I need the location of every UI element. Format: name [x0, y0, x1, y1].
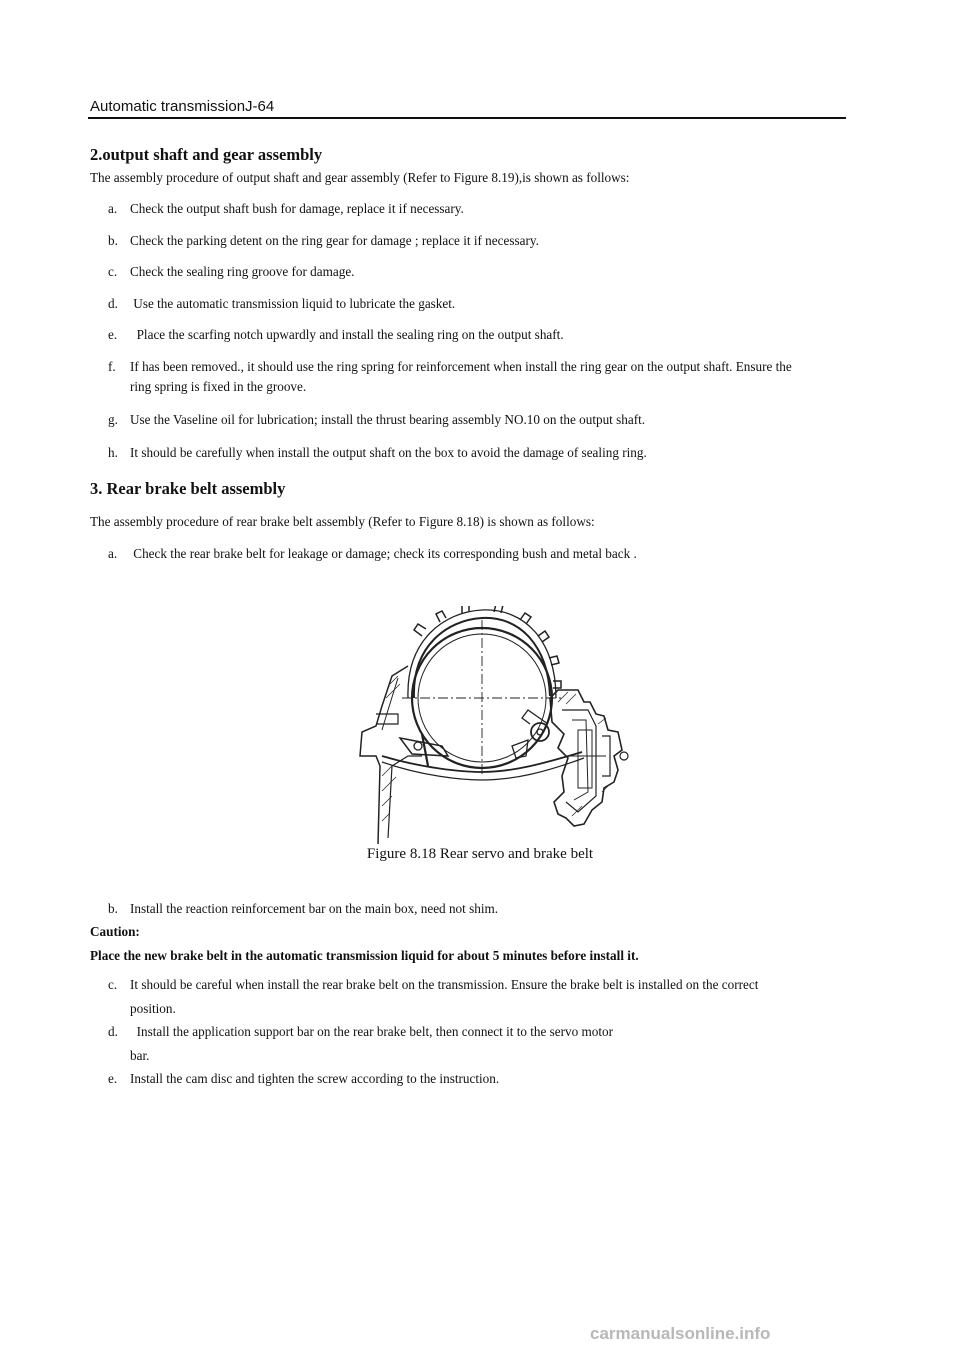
list-item-label: d.	[108, 1024, 118, 1039]
list-item-text: Place the scarfing notch upwardly and install the sealing ring on the output shaft.	[130, 327, 564, 342]
list-item	[108, 899, 853, 919]
section-intro-output-shaft: The assembly procedure of output shaft and gear assembly (Refer to Figure 8.19),is shown as follows:	[90, 170, 630, 185]
list-item-label: e.	[108, 1071, 118, 1086]
caution-label: Caution:	[90, 924, 140, 939]
caution-text: Place the new brake belt in the automatic transmission liquid for about 5 minutes before install it.	[90, 948, 639, 963]
list-item-label: c.	[108, 977, 118, 992]
watermark: carmanualsonline.info	[590, 1324, 771, 1343]
section-intro-rear-brake: The assembly procedure of rear brake belt assembly (Refer to Figure 8.18) is shown as follows:	[90, 514, 595, 529]
header-rule	[88, 117, 846, 119]
list-item-text: It should be careful when install the rear brake belt on the transmission. Ensure the brake belt is installed on the correct	[130, 977, 759, 992]
list-item	[108, 1020, 853, 1068]
list-item-text: If has been removed., it should use the ring spring for reinforcement when install the ring gear on the output shaft. Ensure the	[130, 359, 792, 374]
list-item-text: Install the application support bar on the rear brake belt, then connect it to the servo motor	[130, 1024, 614, 1039]
list-item-continuation: bar.	[130, 1048, 150, 1063]
list-item-label: b.	[108, 233, 118, 248]
list-item	[108, 262, 853, 282]
list-item	[108, 443, 853, 463]
list-item-continuation: position.	[130, 1001, 176, 1016]
list-item-label: f.	[108, 359, 116, 374]
list-item-text: It should be carefully when install the output shaft on the box to avoid the damage of sealing ring.	[130, 445, 647, 460]
list-item-continuation: ring spring is fixed in the groove.	[130, 379, 307, 394]
list-item-text: Check the parking detent on the ring gear for damage ; replace it if necessary.	[130, 233, 539, 248]
list-item-label: a.	[108, 201, 118, 216]
list-item	[108, 544, 853, 564]
list-item	[108, 199, 853, 219]
list-item-text: Use the automatic transmission liquid to lubricate the gasket.	[130, 296, 456, 311]
list-item	[108, 325, 853, 345]
list-item	[108, 294, 853, 314]
list-item-text: Check the sealing ring groove for damage.	[130, 264, 355, 279]
list-item	[108, 357, 853, 397]
list-item-label: g.	[108, 412, 118, 427]
list-item-text: Check the output shaft bush for damage, replace it if necessary.	[130, 201, 464, 216]
list-item-label: a.	[108, 546, 118, 561]
list-item-label: d.	[108, 296, 118, 311]
list-item-text: Use the Vaseline oil for lubrication; install the thrust bearing assembly NO.10 on the output shaft.	[130, 412, 646, 427]
list-item-text: Install the reaction reinforcement bar on the main box, need not shim.	[130, 901, 499, 916]
list-item	[108, 973, 853, 1021]
list-item-label: c.	[108, 264, 118, 279]
figure-caption: Figure 8.18 Rear servo and brake belt	[366, 846, 594, 862]
list-item-label: e.	[108, 327, 118, 342]
list-item-label: b.	[108, 901, 118, 916]
list-item	[108, 1069, 853, 1089]
list-item	[108, 231, 853, 251]
list-item-label: h.	[108, 445, 118, 460]
section-heading-rear-brake: 3. Rear brake belt assembly	[90, 479, 286, 498]
list-item	[108, 410, 853, 430]
section-heading-output-shaft: 2.output shaft and gear assembly	[90, 145, 323, 164]
page-header-title: Automatic transmissionJ-64	[90, 98, 275, 115]
rear-servo-brake-belt-diagram	[352, 606, 637, 854]
list-item-text: Check the rear brake belt for leakage or damage; check its corresponding bush and metal back .	[130, 546, 637, 561]
list-item-text: Install the cam disc and tighten the screw according to the instruction.	[130, 1071, 500, 1086]
